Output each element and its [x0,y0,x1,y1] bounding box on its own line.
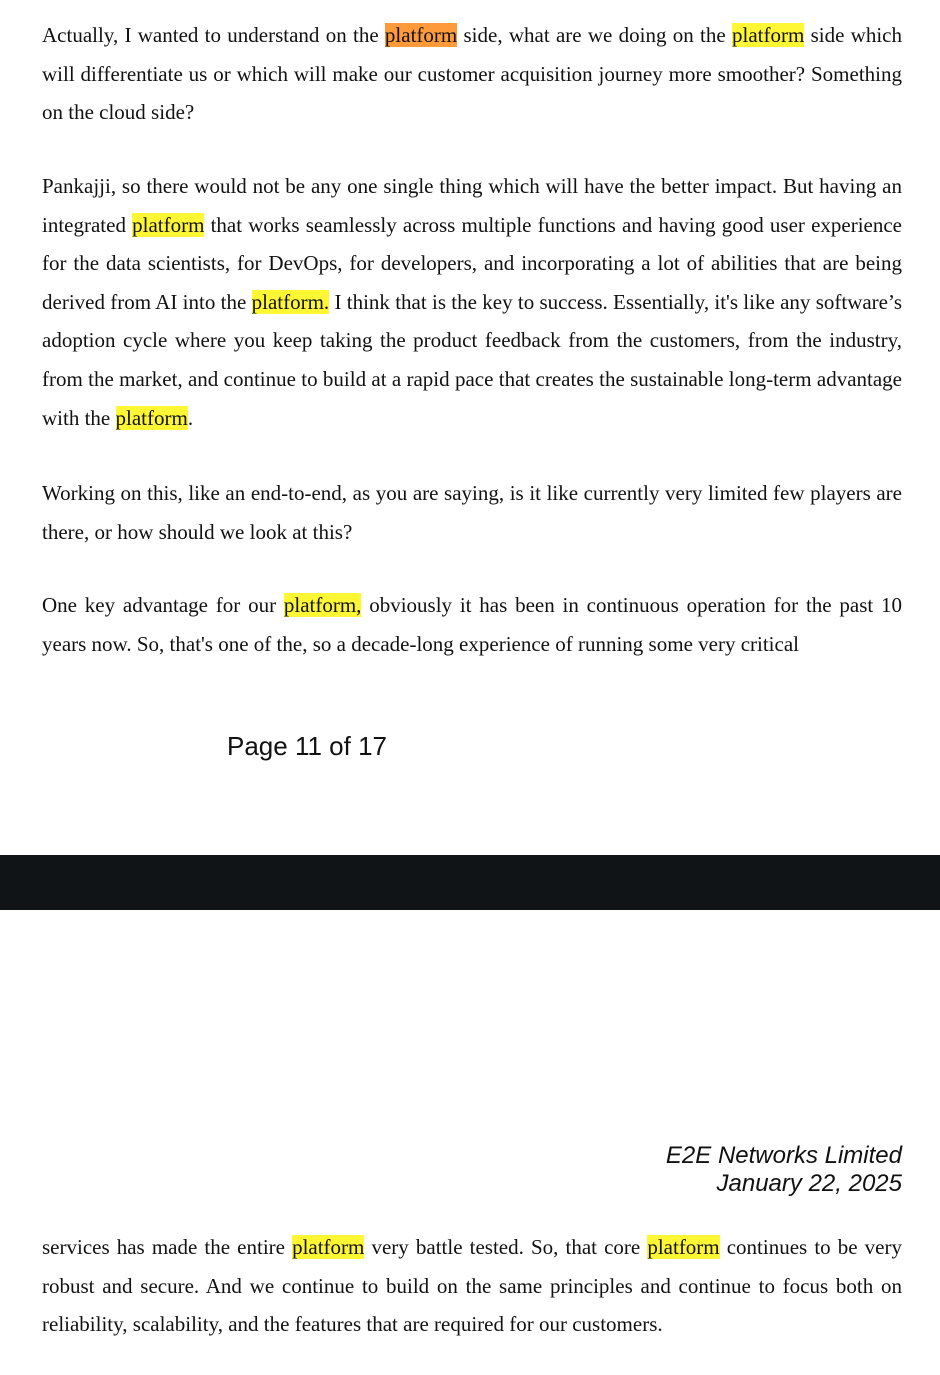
text-segment: Pankajji, so there would not be any one single thing which will have the better impact. But having an integrated [42,174,902,237]
highlighted-term: platform [292,1235,365,1259]
highlighted-term: platform [115,405,188,430]
transcript-paragraph [42,586,902,663]
text-segment: I think that is the key to success. Essentially, it's like any software’s adoption cycle where you keep taking the product feedback from the customers, from the industry, from the market, and continue to build at a rapid pace that creates the sustainable long-term advantage with the [42,289,902,430]
highlighted-term: platform [132,212,205,237]
highlighted-term: platform [731,23,805,47]
transcript-paragraph [42,1228,902,1344]
highlighted-term: platform [647,1235,720,1259]
text-segment: Working on this, like an end-to-end, as you are saying, is it like currently very limited few players are there, or how should we look at this? [42,481,902,544]
page-header [666,1142,902,1198]
document-page-12 [0,910,940,1375]
transcript-paragraph [42,167,902,437]
text-segment: obviously it has been in continuous operation for the past 10 years now. So, that's one of the, so a decade-long experience of running some very critical [42,593,903,656]
text-segment: very battle tested. So, that core [364,1235,648,1259]
page-separator [0,855,940,910]
transcript-paragraph [42,16,902,132]
transcript-paragraph [42,474,902,551]
text-segment: side which will differentiate us or which will make our customer acquisition journey more smoother? Something on the cloud side? [42,23,903,125]
highlighted-term: platform, [283,593,362,617]
header-date: January 22, 2025 [716,1170,902,1197]
page-number: Page 11 of 17 [227,731,387,761]
text-segment: services has made the entire [42,1235,293,1259]
text-segment: One key advantage for our [42,593,284,617]
text-segment: that works seamlessly across multiple functions and having good user experience for the data scientists, for DevOps, for developers, and incorporating a lot of abilities that are being derived from AI into the [42,212,902,314]
highlighted-term: platform [384,23,458,47]
highlighted-term: platform. [251,289,330,314]
text-segment: . [187,405,194,430]
text-segment: side, what are we doing on the [457,23,732,47]
company-name: E2E Networks Limited [665,1142,902,1169]
text-segment: continues to be very robust and secure. And we continue to build on the same principles and continue to focus both on reliability, scalability, and the features that are required for our customers. [42,1235,902,1337]
text-segment: Actually, I wanted to understand on the [42,23,385,47]
